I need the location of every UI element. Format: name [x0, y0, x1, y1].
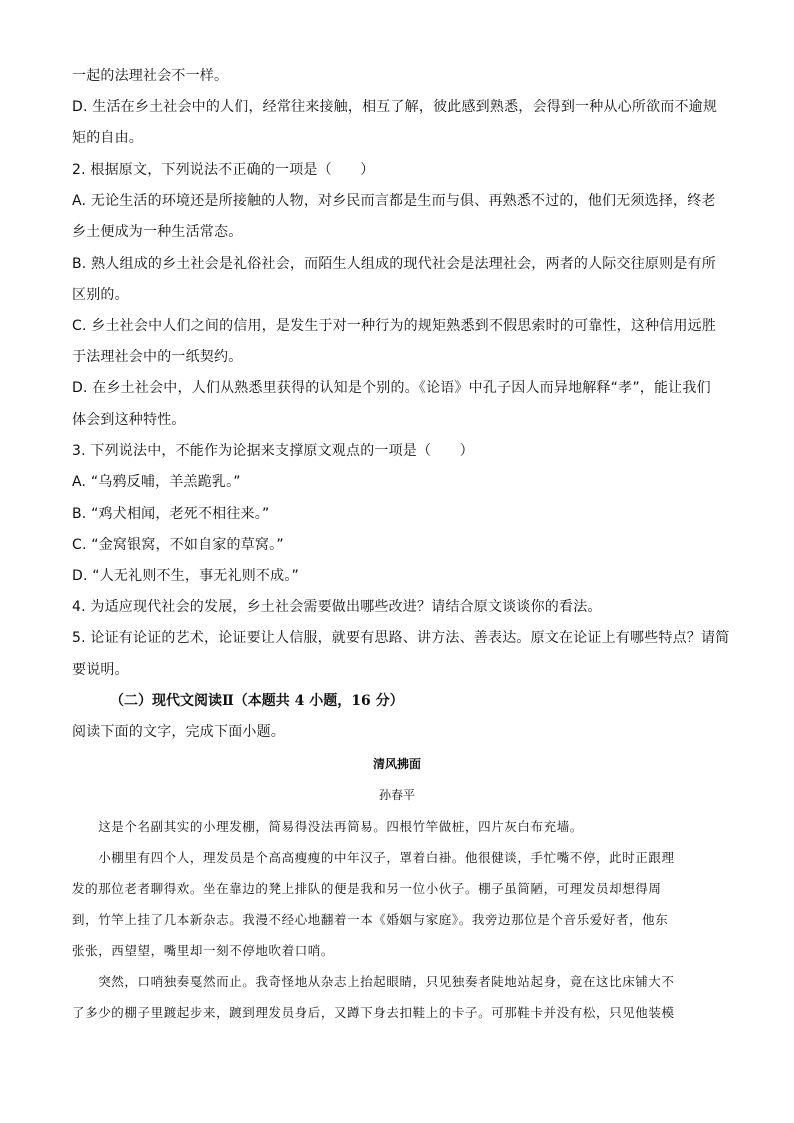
story-author: 孙春平	[378, 788, 415, 802]
section-heading: （二）现代文阅读Ⅱ（本题共 4 小题，16 分）	[110, 693, 404, 709]
option-a-line: A. “乌鸦反哺，羊羔跪乳。”	[72, 474, 241, 490]
question-5: 5. 论证有论证的艺术，论证要让人信服，就要有思路、讲方法、善表达。原文在论证上有哪些特点？请简	[72, 630, 730, 646]
text-line: 要说明。	[72, 662, 129, 678]
story-title: 清风拂面	[372, 757, 421, 771]
story-paragraph-line: 突然，口哨独奏戛然而止。我奇怪地从杂志上抬起眼睛，只见独奏者陡地站起身，竟在这比床铺大不	[72, 974, 675, 989]
question-2: 2. 根据原文，下列说法不正确的一项是（ ）	[72, 162, 375, 178]
option-d-line: D. 在乡土社会中，人们从熟悉里获得的认知是个别的。《论语》中孔子因人而异地解释“孝”，能让我们	[72, 380, 711, 396]
option-d-line: D. “人无礼则不生，事无礼则不成。”	[72, 568, 299, 584]
option-d-line: D. 生活在乡土社会中的人们，经常往来接触，相互了解，彼此感到熟悉，会得到一种从心所欲而不逾规	[72, 99, 718, 115]
text-line: 矩的自由。	[72, 130, 143, 146]
text-line: 于法理社会中的一纸契约。	[72, 349, 243, 365]
text-line: 乡土便成为一种生活常态。	[72, 224, 243, 240]
text-line: 一起的法理社会不一样。	[72, 68, 229, 84]
story-paragraph-line: 小棚里有四个人，理发员是个高高瘦瘦的中年汉子，罩着白褂。他很健谈，手忙嘴不停，此时正跟理	[72, 850, 675, 865]
option-b-line: B. 熟人组成的乡土社会是礼俗社会，而陌生人组成的现代社会是法理社会，两者的人际交往原则是有所	[72, 256, 716, 272]
option-b-line: B. “鸡犬相闻，老死不相往来。”	[72, 506, 270, 522]
option-c-line: C. “金窝银窝，不如自家的草窝。”	[72, 537, 284, 553]
story-paragraph-line: 张张，西望望，嘴里却一刻不停地吹着口哨。	[72, 943, 335, 958]
story-paragraph-line: 到，竹竿上挂了几本新杂志。我漫不经心地翻着一本《婚姻与家庭》。我旁边那位是个音乐爱好者，他东	[72, 912, 669, 927]
instruction-text: 阅读下面的文字，完成下面小题。	[72, 724, 285, 740]
question-3: 3. 下列说法中，不能作为论据来支撑原文观点的一项是（ ）	[72, 443, 474, 459]
story-paragraph-line: 了多少的棚子里踱起步来，踱到理发员身后，又蹲下身去扣鞋上的卡子。可那鞋卡并没有松，只见他装模	[72, 1005, 675, 1020]
question-4: 4. 为适应现代社会的发展，乡土社会需要做出哪些改进？请结合原文谈谈你的看法。	[72, 599, 602, 615]
option-a-line: A. 无论生活的环境还是所接触的人物，对乡民而言都是生而与俱、再熟悉不过的，他们无须选择，终老	[72, 193, 716, 209]
option-c-line: C. 乡土社会中人们之间的信用，是发生于对一种行为的规矩熟悉到不假思索时的可靠性，这种信用远胜	[72, 318, 717, 334]
story-paragraph-line: 这是个名副其实的小理发棚，简易得没法再简易。四根竹竿做桩，四片灰白布充墙。	[72, 819, 583, 834]
text-line: 区别的。	[72, 287, 129, 303]
story-paragraph-line: 发的那位老者聊得欢。坐在靠边的凳上排队的便是我和另一位小伙子。棚子虽简陋，可理发员却想得周	[72, 881, 662, 896]
text-line: 体会到这种特性。	[72, 412, 186, 428]
